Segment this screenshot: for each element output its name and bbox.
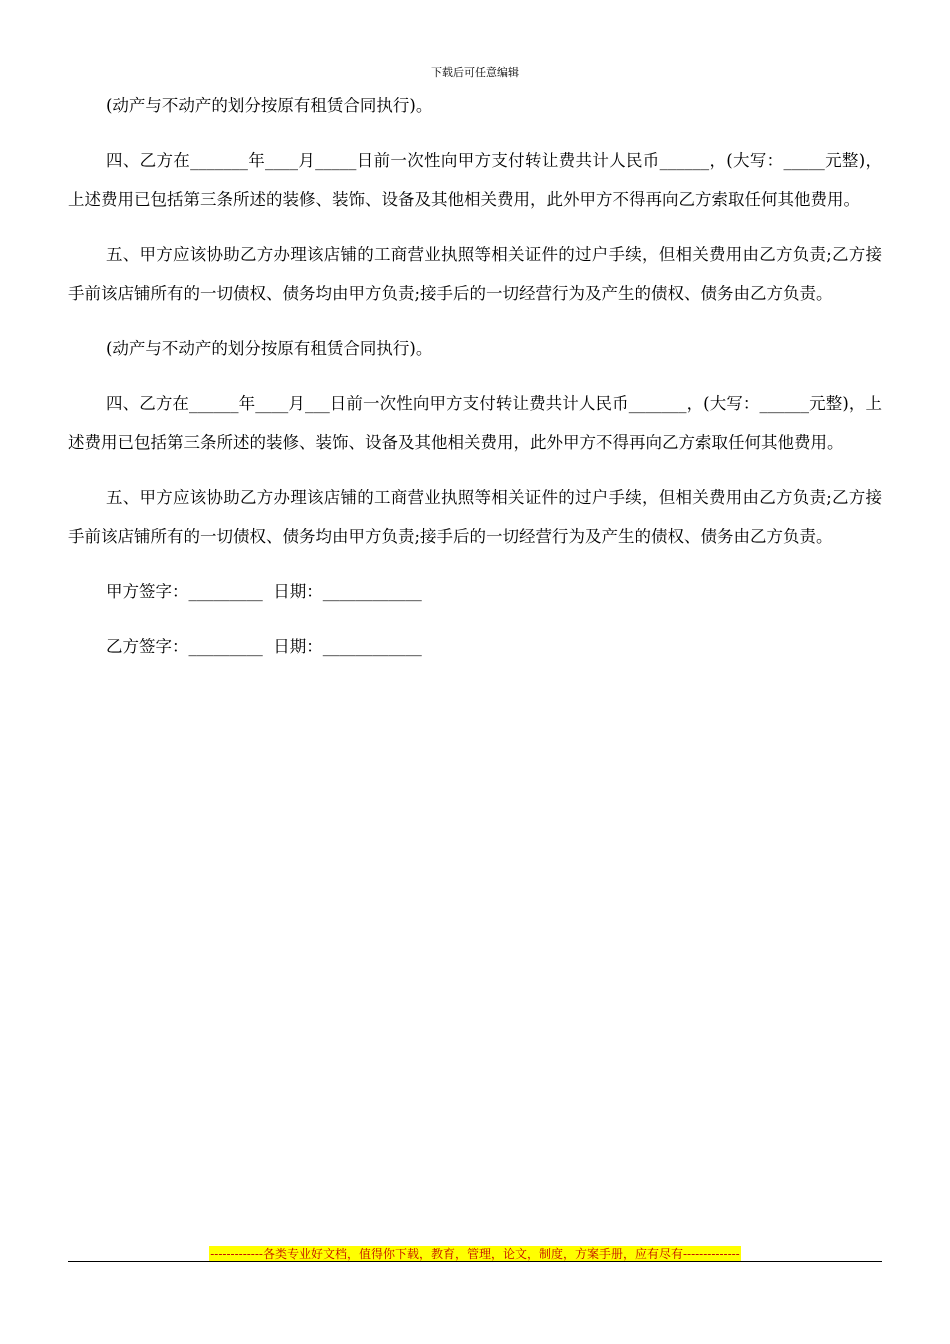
paragraph-clause-5-repeat: 五、甲方应该协助乙方办理该店铺的工商营业执照等相关证件的过户手续，但相关费用由乙方负责;乙方接手前该店铺所有的一切债权、债务均由甲方负责;接手后的一切经营行为及产生的债权、债务由乙方负责。 [68, 488, 882, 546]
footer-banner-text: -------------各类专业好文档，值得你下载，教育，管理，论文，制度，方案手册，应有尽有-------------- [210, 1247, 740, 1261]
paragraph-clause-4-repeat: 四、乙方在______年____月___日前一次性向甲方支付转让费共计人民币_______，(大写：______元整)，上述费用已包括第三条所述的装修、装饰、设备及其他相关费用，此外甲方不得再向乙方索取任何其他费用。 [68, 394, 882, 452]
paragraph-clause-5: 五、甲方应该协助乙方办理该店铺的工商营业执照等相关证件的过户手续，但相关费用由乙方负责;乙方接手前该店铺所有的一切债权、债务均由甲方负责;接手后的一切经营行为及产生的债权、债务由乙方负责。 [68, 245, 882, 303]
footer-divider [68, 1261, 882, 1262]
paragraph-clause-4: 四、乙方在_______年____月_____日前一次性向甲方支付转让费共计人民币______，(大写：_____元整)，上述费用已包括第三条所述的装修、装饰、设备及其他相关费用，此外甲方不得再向乙方索取任何其他费用。 [68, 151, 882, 209]
document-body [68, 86, 882, 682]
header-note: 下载后可任意编辑 [431, 66, 519, 79]
footer [0, 1243, 950, 1262]
party-b-signature-line: 乙方签字：_________ 日期：____________ [106, 637, 422, 656]
paragraph-movable-property-note: (动产与不动产的划分按原有租赁合同执行)。 [106, 96, 433, 115]
party-a-signature-line: 甲方签字：_________ 日期：____________ [106, 582, 422, 601]
paragraph-movable-property-note-repeat: (动产与不动产的划分按原有租赁合同执行)。 [106, 339, 433, 358]
